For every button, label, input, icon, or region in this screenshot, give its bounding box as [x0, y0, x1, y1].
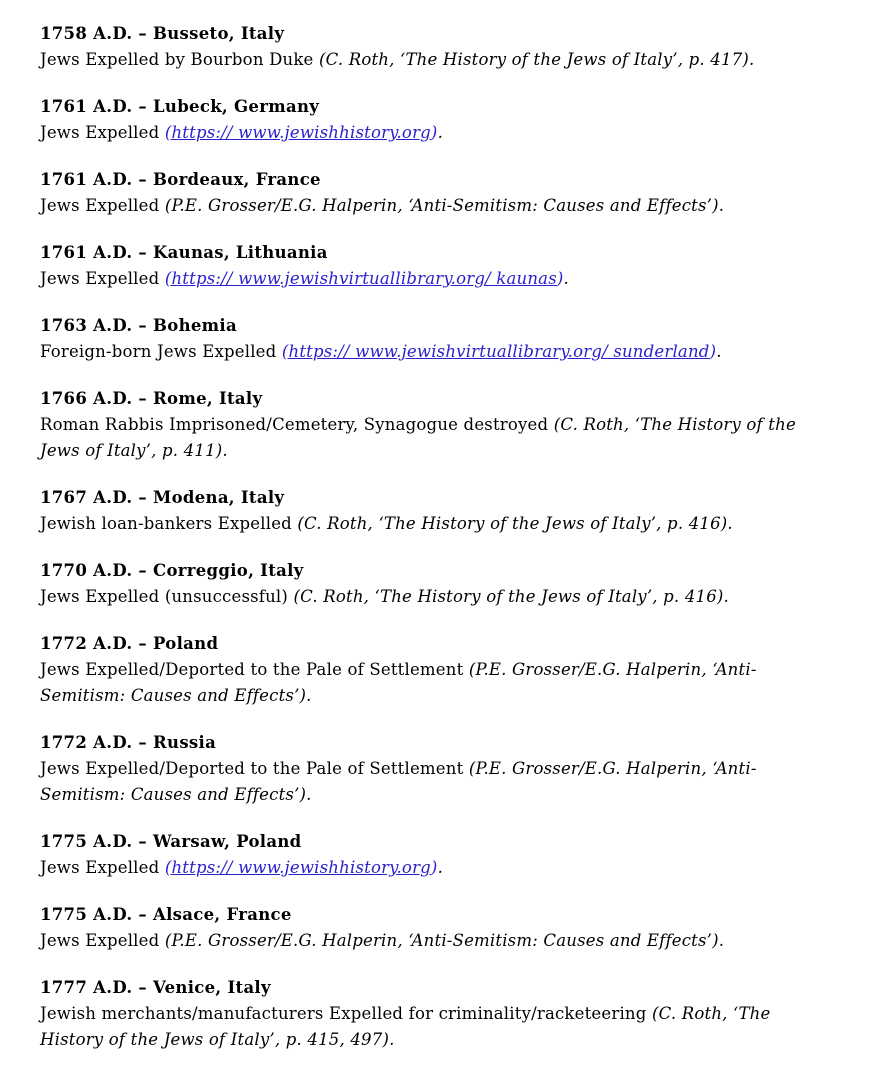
event-entry	[40, 313, 830, 365]
event-text: Jews Expelled (unsuccessful)	[40, 587, 294, 606]
events-list	[40, 21, 830, 1053]
event-description	[40, 657, 830, 709]
event-description	[40, 339, 830, 365]
event-heading: 1775 A.D. – Alsace, France	[40, 905, 292, 924]
event-citation: (C. Roth, ‘The History of the Jews of Italy’, p. 416).	[297, 514, 733, 533]
event-citation: (C. Roth, ‘The History of the Jews of Italy’, p. 416).	[293, 587, 729, 606]
event-heading: 1766 A.D. – Rome, Italy	[40, 389, 263, 408]
event-description	[40, 120, 830, 146]
event-entry	[40, 829, 830, 881]
event-text: Jewish merchants/manufacturers Expelled for criminality/racketeering	[40, 1004, 652, 1023]
event-heading: 1761 A.D. – Lubeck, Germany	[40, 97, 320, 116]
event-citation: (C. Roth, ‘The History of the Jews of Italy’, p. 415, 497).	[40, 1004, 771, 1049]
event-text: Jews Expelled/Deported to the Pale of Settlement	[40, 759, 469, 778]
event-heading: 1775 A.D. – Warsaw, Poland	[40, 832, 302, 851]
event-citation: (P.E. Grosser/E.G. Halperin, ‘Anti-Semitism: Causes and Effects’).	[164, 931, 725, 950]
event-entry	[40, 94, 830, 146]
event-description	[40, 412, 830, 464]
event-heading: 1761 A.D. – Kaunas, Lithuania	[40, 243, 328, 262]
event-citation: (P.E. Grosser/E.G. Halperin, ‘Anti-Semitism: Causes and Effects’).	[40, 660, 757, 705]
event-text: Jews Expelled by Bourbon Duke	[40, 50, 319, 69]
event-citation: .	[437, 123, 444, 142]
event-text: Jews Expelled/Deported to the Pale of Settlement	[40, 660, 469, 679]
event-heading: 1772 A.D. – Poland	[40, 634, 219, 653]
event-citation: (C. Roth, ‘The History of the Jews of Italy’, p. 411).	[40, 415, 796, 460]
event-source-link[interactable]: (https:// www.jewishvirtuallibrary.org/ kaunas	[164, 269, 557, 288]
event-heading: 1767 A.D. – Modena, Italy	[40, 488, 285, 507]
event-citation: .	[437, 858, 444, 877]
event-description	[40, 511, 830, 537]
event-text: Jewish loan-bankers Expelled	[40, 514, 298, 533]
event-source-link[interactable]: (https:// www.jewishvirtuallibrary.org/ sunderland	[281, 342, 710, 361]
event-source-link[interactable]: (https:// www.jewishhistory.org	[164, 123, 431, 142]
event-citation: (P.E. Grosser/E.G. Halperin, ‘Anti-Semitism: Causes and Effects’).	[40, 759, 757, 804]
event-heading: 1772 A.D. – Russia	[40, 733, 217, 752]
event-citation: .	[716, 342, 722, 361]
event-entry	[40, 167, 830, 219]
event-entry	[40, 485, 830, 537]
event-citation: (P.E. Grosser/E.G. Halperin, ‘Anti-Semitism: Causes and Effects’).	[164, 196, 725, 215]
event-entry	[40, 631, 830, 709]
event-entry	[40, 558, 830, 610]
event-text: Jews Expelled	[40, 858, 165, 877]
event-entry	[40, 240, 830, 292]
event-citation: .	[563, 269, 569, 288]
event-description	[40, 928, 830, 954]
event-text: )	[430, 858, 438, 877]
event-text: Jews Expelled	[40, 196, 165, 215]
event-text: )	[556, 269, 564, 288]
event-heading: 1763 A.D. – Bohemia	[40, 316, 237, 335]
event-text: Roman Rabbis Imprisoned/Cemetery, Synagogue destroyed	[40, 415, 554, 434]
event-text: )	[709, 342, 717, 361]
event-entry	[40, 975, 830, 1053]
event-text: )	[430, 123, 438, 142]
event-heading: 1758 A.D. – Busseto, Italy	[40, 24, 285, 43]
event-text: Jews Expelled	[40, 269, 165, 288]
event-entry	[40, 902, 830, 954]
event-entry	[40, 730, 830, 808]
event-description	[40, 193, 830, 219]
event-text: Jews Expelled	[40, 931, 165, 950]
event-description	[40, 47, 830, 73]
event-description	[40, 756, 830, 808]
event-entry	[40, 386, 830, 464]
event-heading: 1777 A.D. – Venice, Italy	[40, 978, 271, 997]
event-description	[40, 266, 830, 292]
event-heading: 1761 A.D. – Bordeaux, France	[40, 170, 321, 189]
event-description	[40, 584, 830, 610]
event-entry	[40, 21, 830, 73]
event-heading: 1770 A.D. – Correggio, Italy	[40, 561, 304, 580]
event-citation: (C. Roth, ‘The History of the Jews of Italy’, p. 417).	[318, 50, 755, 69]
event-description	[40, 855, 830, 881]
event-source-link[interactable]: (https:// www.jewishhistory.org	[164, 858, 431, 877]
event-description	[40, 1001, 830, 1053]
event-text: Jews Expelled	[40, 123, 165, 142]
event-text: Foreign-born Jews Expelled	[40, 342, 282, 361]
